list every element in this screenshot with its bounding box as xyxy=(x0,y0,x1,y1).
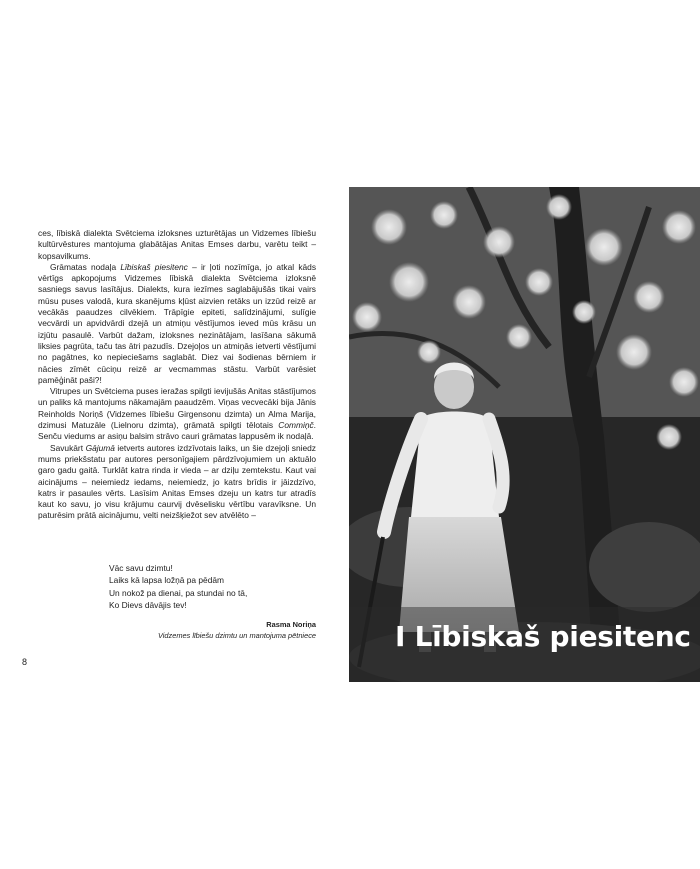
paragraph xyxy=(38,228,316,262)
paragraph xyxy=(38,386,316,442)
chapter-title: I Lībiskaš piesitenc xyxy=(395,620,691,653)
author-name: Rasma Noriņa xyxy=(266,620,316,629)
author-role: Vidzemes lībiešu dzimtu un mantojuma pētniece xyxy=(157,630,316,640)
chapter-photo xyxy=(349,187,700,682)
paragraph-text: ietverts autores izdzīvotais laiks, un šie dzejoļi sniedz mums priekšstatu par autores personīgajiem pārdzīvojumiem un aktuālo garo gadu gaitā. Turklāt katra rinda ir vieda – ar dziļu zemtekstu. Kaut vai aicinājums – neiemiedz iedams, neiemiedz, jo katrs brīdis ir jāizdzīvo, katrs ir pasaules vērts. Lasīsim Anitas Emses dzeju un katrs tur atradīs kaut ko savu, jo visu krājumu caurvij dvēselisku vērtību varavīksne. Un paturēsim prātā aicinājumu, velti neizšķiežot sev atvēlēto – xyxy=(38,442,316,521)
paragraph-text: ces, lībiskā dialekta Svētciema izloksnes uzturētājas un Vidzemes lībiešu kultūrvēstures mantojuma glabātājas Anitas Emses darbu, varētu teikt – kopsavilkums. xyxy=(38,228,316,261)
paragraph-text: Grāmatas nodaļa xyxy=(50,261,121,272)
paragraph xyxy=(38,262,316,386)
paragraph-text: Savukārt xyxy=(50,442,86,453)
paragraph xyxy=(38,443,316,522)
poem-line: Vāc savu dzimtu! xyxy=(109,563,173,573)
page-number: 8 xyxy=(22,657,28,667)
paragraph-text: . Senču viedums ar asiņu balsim strāvo cauri grāmatas lappusēm ik nodaļā. xyxy=(38,420,316,442)
paragraph-text: Vitrupes un Svētciema puses ieražas spilgti ievijušās Anitas stāstījumos un paliks kā mantojums nākamajām paaudzēm. Viņas vecvecāki bija Jānis Reinholds Noriņš (Vidzemes lībiešu Girgensonu dzimta) un Alma Marija, dzimusi Matuzāle (Lielnoru dzimta), grāmatā spilgti tēlotais xyxy=(38,386,316,431)
italic-title: Gājumā xyxy=(85,442,115,453)
italic-title: Lībiskaš piesitenc xyxy=(120,261,188,272)
photo-elderly-woman-blossoming-tree-icon xyxy=(349,187,700,682)
poem-line: Laiks kā lapsa ložņā pa pēdām xyxy=(109,575,224,586)
signature xyxy=(38,620,316,641)
poem-line: Un nokož pa dienai, pa stundai no tā, xyxy=(109,587,248,598)
paragraph-text: – ir ļoti nozīmīga, jo atkal kāds vērtīgs apkopojums Vidzemes lībiskā dialekta Svētciema izloksnē sasniegs savus lasītājus. Dialekts, kura iezīmes saglabājušās tikai vairs mūsu puses valodā, kura skanējums kļūst aizvien retāks un izzūd reizē ar vecākās paaudzes cilvēkiem. Trāpīgie epiteti, salīdzinājumi, sulīgie vecvārdi un apvidvārdi dzejā un atmiņu vēstījumos ieved mūs krāsu un izjūtu pasaulē. Varbūt dažam, izloksnes nezinātājam, lasīšana sākumā liksies pagrūta, taču tas ātri pazudīs. Dzejoļos un atmiņās ietverti vēstījumi no pagātnes, ko nepieciešams saglabāt. Diez vai šodienas bērniem ir nācies zīmēt cūciņu reizē ar vecmammas stāstu. Varbūt varēsiet pamēģināt paši?! xyxy=(38,261,317,385)
poem-line: Ko Dievs dāvājis tev! xyxy=(109,600,187,611)
left-page-text xyxy=(38,228,316,522)
poem xyxy=(109,562,309,612)
italic-title: Commiņč xyxy=(278,420,314,431)
